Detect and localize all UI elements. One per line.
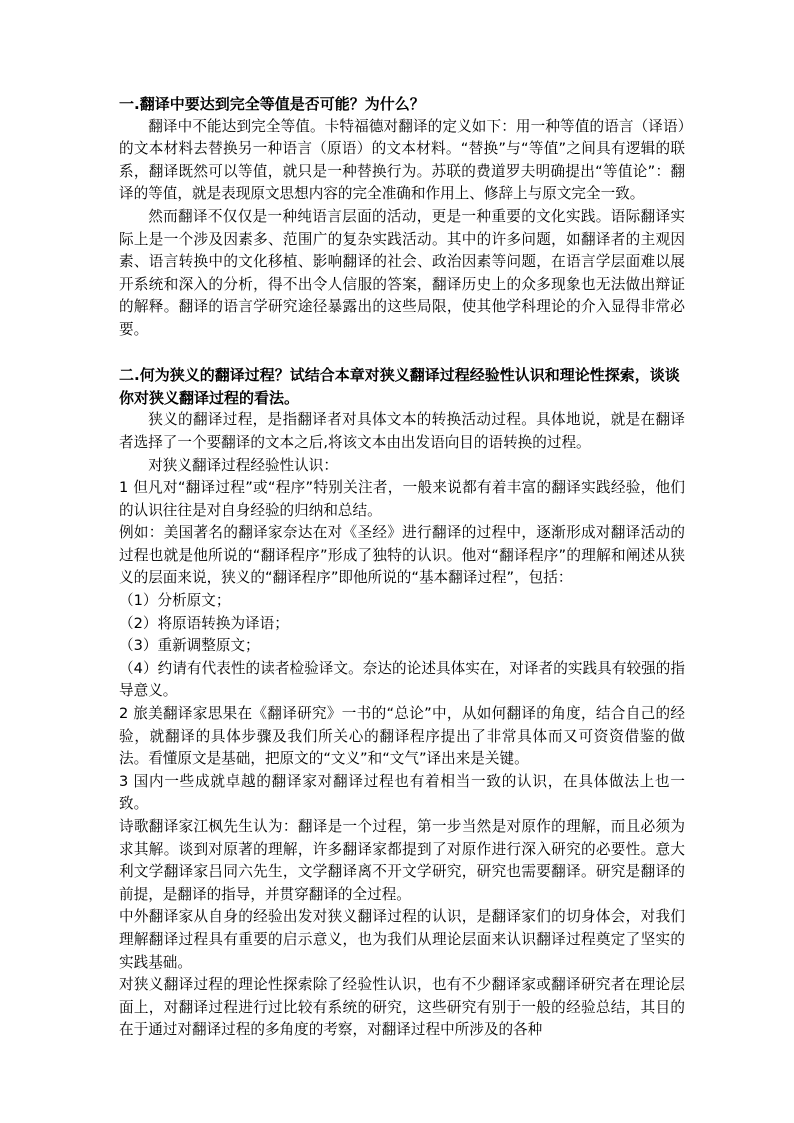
step-1: （1）分析原文； [119, 592, 231, 610]
section2-heading: 二.何为狭义的翻译过程？试结合本章对狭义翻译过程经验性认识和理论性探索，谈谈你对狭义翻译过程的看法。 [119, 366, 680, 407]
step-2: （2）将原语转换为译语； [119, 614, 289, 632]
section1-paragraph-2: 然而翻译不仅仅是一种纯语言层面的活动，更是一种重要的文化实践。语际翻译实际上是一个涉及因素多、范围广的复杂实践活动。其中的许多问题，如翻译者的主观因素、语言转换中的文化移植、影响翻译的社会、政治因素等问题，在语言学层面难以展开系统和深入的分析，得不出令人信服的答案，翻译历史上的众多现象也无法做出辩证的解释。翻译的语言学研究途径暴露出的这些局限，使其他学科理论的介入显得非常必要。 [119, 207, 685, 338]
step-3: （3）重新调整原文； [119, 637, 260, 655]
theory-paragraph: 对狭义翻译过程的理论性探索除了经验性认识，也有不少翻译家或翻译研究者在理论层面上，对翻译过程进行过比较有系统的研究，这些研究有别于一般的经验总结，其目的在于通过对翻译过程的多角度的考察，对翻译过程中所涉及的各种 [119, 976, 685, 1039]
point-1: 1 但凡对“翻译过程”或“程序”特别关注者，一般来说都有着丰富的翻译实践经验，他们的认识往往是对自身经验的归纳和总结。 [119, 479, 685, 519]
summary-paragraph: 中外翻译家从自身的经验出发对狭义翻译过程的认识，是翻译家们的切身体会，对我们理解翻译过程具有重要的启示意义，也为我们从理论层面来认识翻译过程奠定了坚实的实践基础。 [119, 908, 685, 971]
document-page [119, 93, 685, 1042]
poetry-paragraph: 诗歌翻译家江枫先生认为：翻译是一个过程，第一步当然是对原作的理解，而且必须为求其解。谈到对原著的理解，许多翻译家都提到了对原作进行深入研究的必要性。意大利文学翻译家吕同六先生，文学翻译离不开文学研究，研究也需要翻译。研究是翻译的前提，是翻译的指导，并贯穿翻译的全过程。 [119, 818, 685, 903]
point-2: 2 旅美翻译家思果在《翻译研究》一书的“总论”中，从如何翻译的角度，结合自己的经验，就翻译的具体步骤及我们所关心的翻译程序提出了非常具体而又可资资借鉴的做法。看懂原文是基础，把原文的“文义”和“文气”译出来是关键。 [119, 705, 685, 768]
section1-paragraph-1: 翻译中不能达到完全等值。卡特福德对翻译的定义如下：用一种等值的语言（译语）的文本材料去替换另一种语言（原语）的文本材料。“替换”与“等值”之间具有逻辑的联系，翻译既然可以等值，就只是一种替换行为。苏联的费道罗夫明确提出“等值论”：翻译的等值，就是表现原文思想内容的完全准确和作用上、修辞上与原文完全一致。 [119, 117, 685, 203]
section-spacer [119, 342, 685, 365]
section1-heading: 一.翻译中要达到完全等值是否可能？为什么？ [119, 95, 425, 113]
example-paragraph: 例如：美国著名的翻译家奈达在对《圣经》进行翻译的过程中，逐渐形成对翻译活动的过程也就是他所说的“翻译程序”形成了独特的认识。他对“翻译程序”的理解和阐述从狭义的层面来说，狭义的“翻译程序”即他所说的“基本翻译过程”，包括： [119, 524, 685, 587]
section2-intro: 狭义的翻译过程，是指翻译者对具体文本的转换活动过程。具体地说，就是在翻译者选择了一个要翻译的文本之后,将该文本由出发语向目的语转换的过程。 [119, 411, 685, 451]
point-3: 3 国内一些成就卓越的翻译家对翻译过程也有着相当一致的认识，在具体做法上也一致。 [119, 772, 685, 813]
step-4: （4）约请有代表性的读者检验译文。奈达的论述具体实在，对译者的实践具有较强的指导意义。 [119, 659, 685, 700]
experience-label: 对狭义翻译过程经验性认识： [148, 456, 338, 474]
